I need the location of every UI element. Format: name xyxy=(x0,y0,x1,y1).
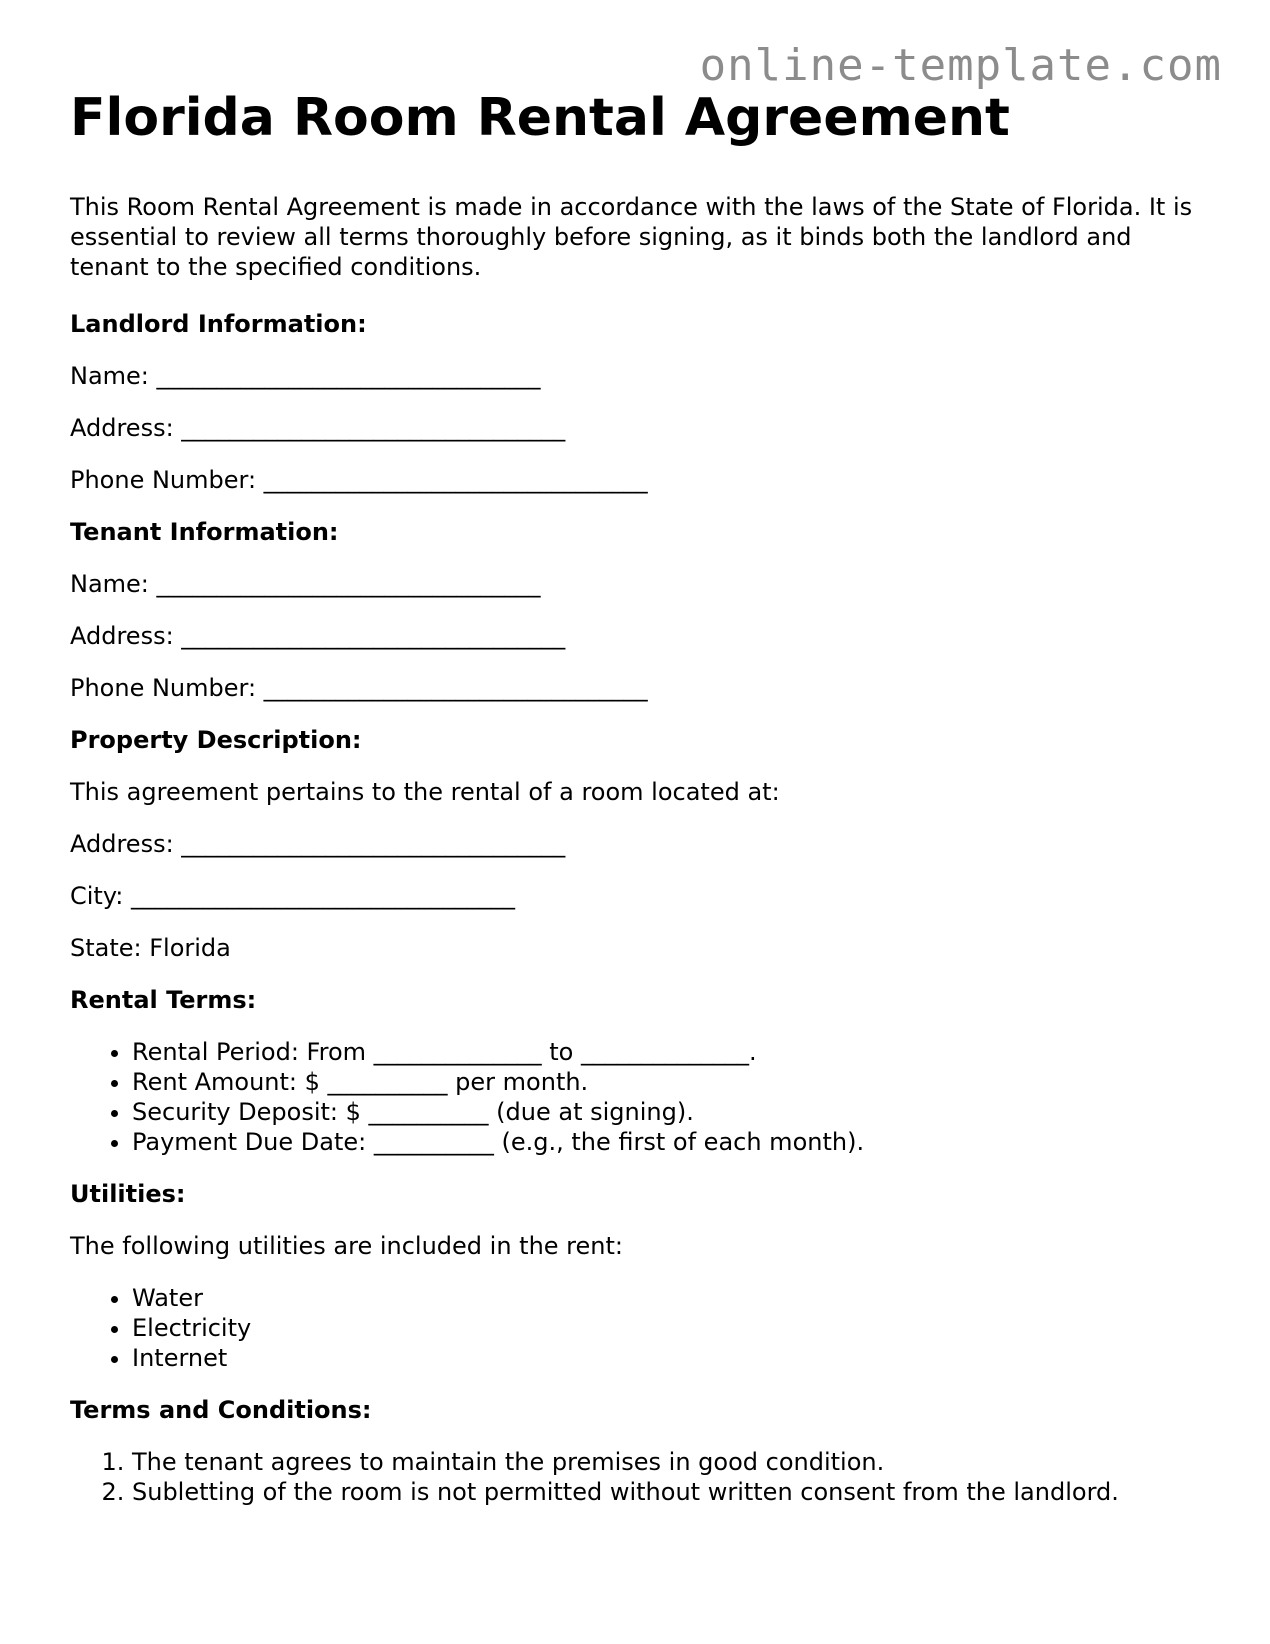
rental-terms-heading: Rental Terms: xyxy=(70,986,257,1014)
list-item: • Internet xyxy=(132,1343,1210,1373)
landlord-address-field: Address: ________________________________ xyxy=(70,414,566,442)
tenant-heading: Tenant Information: xyxy=(70,518,339,546)
list-item: • Water xyxy=(132,1283,1210,1313)
document xyxy=(70,82,1210,1507)
terms-conditions-heading: Terms and Conditions: xyxy=(70,1396,372,1424)
landlord-phone-field: Phone Number: ________________________________ xyxy=(70,466,648,494)
list-item: • Electricity xyxy=(132,1313,1210,1343)
utilities-heading: Utilities: xyxy=(70,1180,186,1208)
property-heading: Property Description: xyxy=(70,726,362,754)
list-item: • Rental Period: From ______________ to ______________. xyxy=(132,1037,1210,1067)
property-city-field: City: ________________________________ xyxy=(70,882,516,910)
property-address-field: Address: ________________________________ xyxy=(70,830,566,858)
property-state-field: State: Florida xyxy=(70,934,231,962)
watermark: online-template.com xyxy=(699,40,1222,91)
list-item: 1. The tenant agrees to maintain the premises in good condition. xyxy=(132,1447,1210,1477)
utilities-list xyxy=(70,1283,1210,1373)
terms-conditions-list xyxy=(70,1447,1210,1507)
utilities-text: The following utilities are included in the rent: xyxy=(70,1232,623,1260)
list-item: • Rent Amount: $ __________ per month. xyxy=(132,1067,1210,1097)
tenant-phone-field: Phone Number: ________________________________ xyxy=(70,674,648,702)
landlord-name-field: Name: ________________________________ xyxy=(70,362,541,390)
list-item: • Payment Due Date: __________ (e.g., the first of each month). xyxy=(132,1127,1210,1157)
intro-paragraph: This Room Rental Agreement is made in accordance with the laws of the State of Florida. It is essential to review all terms thoroughly before signing, as it binds both the landlord and tenant to the specified conditions. xyxy=(70,193,1193,281)
landlord-heading: Landlord Information: xyxy=(70,310,367,338)
page-title: Florida Room Rental Agreement xyxy=(70,88,1010,148)
rental-terms-list xyxy=(70,1037,1210,1157)
tenant-name-field: Name: ________________________________ xyxy=(70,570,541,598)
list-item: • Security Deposit: $ __________ (due at signing). xyxy=(132,1097,1210,1127)
list-item: 2. Subletting of the room is not permitted without written consent from the landlord. xyxy=(132,1477,1210,1507)
tenant-address-field: Address: ________________________________ xyxy=(70,622,566,650)
property-text: This agreement pertains to the rental of a room located at: xyxy=(70,778,780,806)
